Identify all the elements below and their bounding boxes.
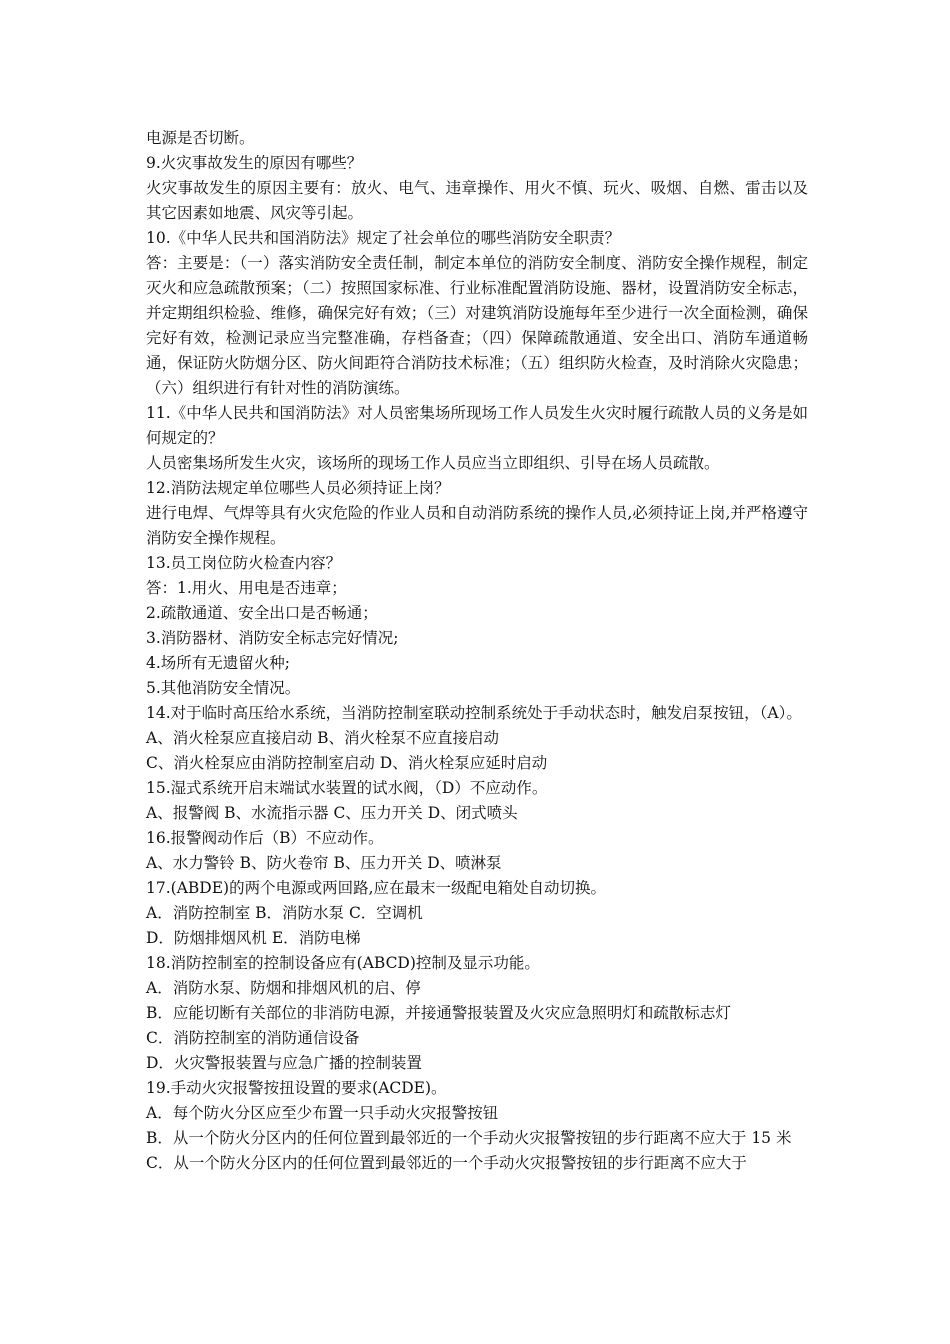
question-heading: 12.消防法规定单位哪些人员必须持证上岗？ bbox=[146, 479, 450, 497]
option-line: C．从一个防火分区内的任何位置到最邻近的一个手动火灾报警按钮的步行距离不应大于 bbox=[146, 1154, 747, 1172]
question-heading: 10.《中华人民共和国消防法》规定了社会单位的哪些消防安全职责？ bbox=[146, 229, 621, 247]
question-heading: 19.手动火灾报警按扭设置的要求(ACDE)。 bbox=[146, 1079, 447, 1097]
question-heading: 13.员工岗位防火检查内容？ bbox=[146, 554, 342, 572]
option-line: D．火灾警报装置与应急广播的控制装置 bbox=[146, 1054, 422, 1072]
list-item: 4.场所有无遗留火种; bbox=[146, 654, 291, 672]
option-line: A、消火栓泵应直接启动 B、消火栓泵不应直接启动 bbox=[146, 729, 500, 747]
option-line: A、水力警铃 B、防火卷帘 B、压力开关 D、喷淋泵 bbox=[146, 854, 502, 872]
option-line: B．应能切断有关部位的非消防电源，并接通警报装置及火灾应急照明灯和疏散标志灯 bbox=[146, 1004, 731, 1022]
option-line: A．消防水泵、防烟和排烟风机的启、停 bbox=[146, 979, 421, 997]
question-heading: 15.湿式系统开启末端试水装置的试水阀，（D）不应动作。 bbox=[146, 779, 548, 797]
question-heading: 18.消防控制室的控制设备应有(ABCD)控制及显示功能。 bbox=[146, 954, 540, 972]
answer-paragraph: 答：主要是：（一）落实消防安全责任制，制定本单位的消防安全制度、消防安全操作规程，制定灭火和应急疏散预案；（二）按照国家标准、行业标准配置消防设施、器材，设置消防安全标志，并定期组织检验、维修，确保完好有效；（三）对建筑消防设施每年至少进行一次全面检测，确保完好有效，检测记录应当完整准确，存档备查；（四）保障疏散通道、安全出口、消防车通道畅通，保证防火防烟分区、防火间距符合消防技术标准；（五）组织防火检查，及时消除火灾隐患；（六）组织进行有针对性的消防演练。 bbox=[146, 254, 808, 397]
text-line: 电源是否切断。 bbox=[146, 129, 255, 147]
option-line: A、报警阀 B、水流指示器 C、压力开关 D、闭式喷头 bbox=[146, 804, 518, 822]
option-line: A．消防控制室 B．消防水泵 C．空调机 bbox=[146, 904, 423, 922]
question-heading: 17.(ABDE)的两个电源或两回路,应在最末一级配电箱处自动切换。 bbox=[146, 879, 606, 897]
option-line: C、消火栓泵应由消防控制室启动 D、消火栓泵应延时启动 bbox=[146, 754, 548, 772]
list-item: 2.疏散通道、安全出口是否畅通； bbox=[146, 604, 378, 622]
question-heading: 16.报警阀动作后（B）不应动作。 bbox=[146, 829, 384, 847]
list-item: 5.其他消防安全情况。 bbox=[146, 679, 301, 697]
answer-paragraph: 火灾事故发生的原因主要有：放火、电气、违章操作、用火不慎、玩火、吸烟、自燃、雷击以及其它因素如地震、风灾等引起。 bbox=[146, 179, 808, 222]
option-line: B．从一个防火分区内的任何位置到最邻近的一个手动火灾报警按钮的步行距离不应大于 15 米 bbox=[146, 1129, 792, 1147]
option-line: D．防烟排烟风机 E．消防电梯 bbox=[146, 929, 361, 947]
option-line: C．消防控制室的消防通信设备 bbox=[146, 1029, 360, 1047]
option-line: A．每个防火分区应至少布置一只手动火灾报警按钮 bbox=[146, 1104, 499, 1122]
list-item: 答：1.用火、用电是否违章； bbox=[146, 579, 347, 597]
document-body bbox=[146, 126, 808, 1176]
question-heading: 11.《中华人民共和国消防法》对人员密集场所现场工作人员发生火灾时履行疏散人员的义务是如何规定的？ bbox=[146, 404, 808, 447]
list-item: 3.消防器材、消防安全标志完好情况; bbox=[146, 629, 399, 647]
question-heading: 9.火灾事故发生的原因有哪些？ bbox=[146, 154, 363, 172]
question-heading: 14.对于临时高压给水系统，当消防控制室联动控制系统处于手动状态时，触发启泵按钮，（A）。 bbox=[146, 704, 802, 722]
answer-paragraph: 人员密集场所发生火灾，该场所的现场工作人员应当立即组织、引导在场人员疏散。 bbox=[146, 454, 720, 472]
answer-paragraph: 进行电焊、气焊等具有火灾危险的作业人员和自动消防系统的操作人员,必须持证上岗,并严格遵守消防安全操作规程。 bbox=[146, 504, 808, 547]
